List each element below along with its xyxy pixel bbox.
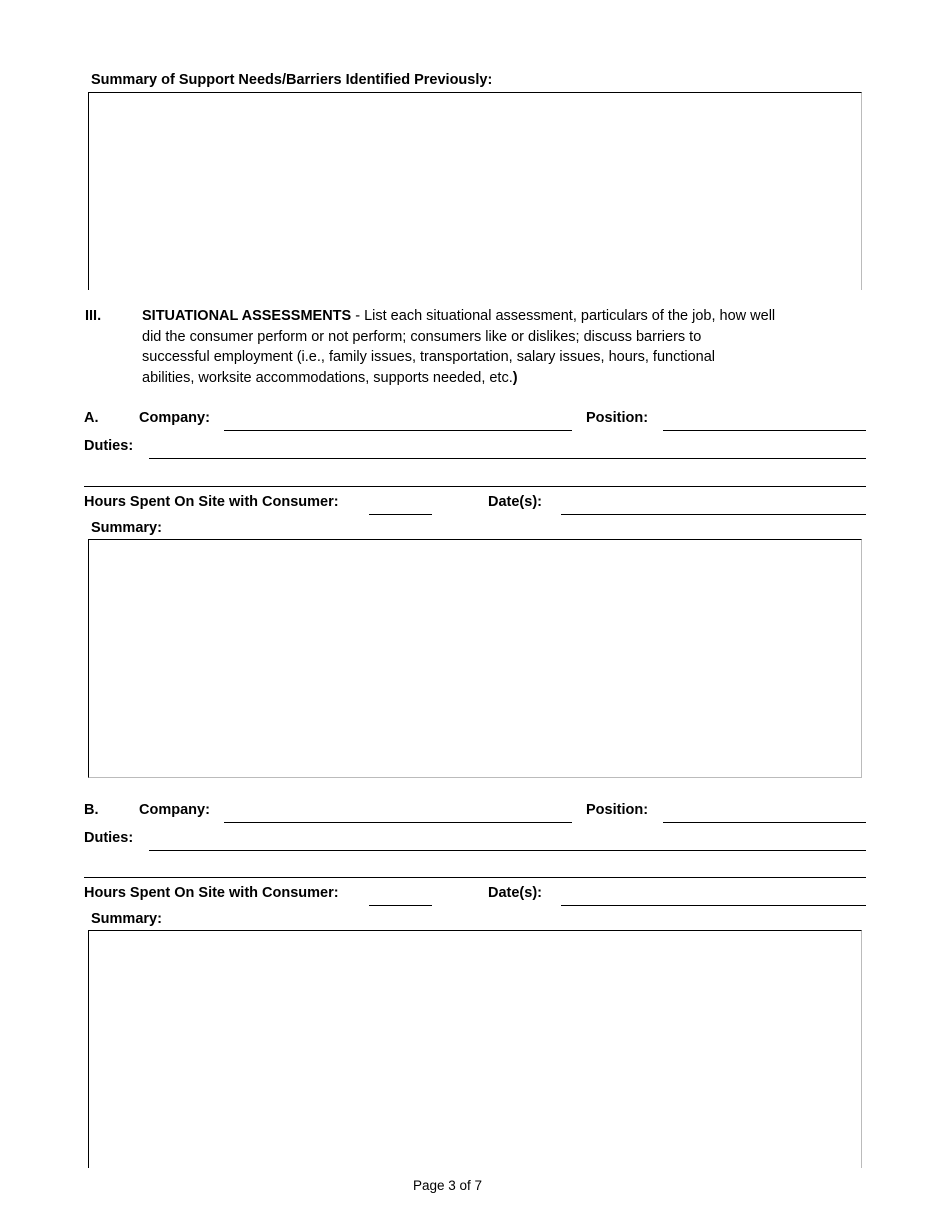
assessment-b-company-field[interactable] (224, 822, 572, 823)
assessment-a-dates-label: Date(s): (488, 494, 542, 510)
assessment-b-hours-field[interactable] (369, 905, 432, 906)
assessment-b-summary-label: Summary: (91, 911, 162, 927)
assessment-a-summary-label: Summary: (91, 520, 162, 536)
instructions-line-3: successful employment (i.e., family issues, transportation, salary issues, hours, functional (142, 349, 715, 365)
assessment-b-duties-field-line-2[interactable] (84, 877, 866, 878)
assessment-a-position-label: Position: (586, 410, 649, 426)
assessment-b-duties-label: Duties: (84, 830, 134, 846)
section-heading: SITUATIONAL ASSESSMENTS (142, 308, 352, 324)
instructions-line-1: - List each situational assessment, particulars of the job, how well (355, 308, 776, 324)
assessment-b-summary-textarea[interactable] (88, 930, 862, 1168)
instructions-close-paren: ) (512, 369, 518, 386)
assessment-b-dates-field[interactable] (561, 905, 866, 906)
instructions-line-2: did the consumer perform or not perform; consumers like or dislikes; discuss barriers to (142, 328, 702, 345)
assessment-a-summary-textarea[interactable] (88, 539, 862, 778)
assessment-a-hours-field[interactable] (369, 514, 432, 515)
assessment-a-letter: A. (84, 410, 99, 426)
assessment-a-hours-label: Hours Spent On Site with Consumer: (84, 494, 339, 510)
section-instructions (142, 306, 862, 388)
section-numeral: III. (85, 308, 102, 324)
assessment-a-duties-field-line-2[interactable] (84, 486, 866, 487)
assessment-a-duties-label: Duties: (84, 438, 134, 454)
assessment-b-letter: B. (84, 802, 99, 818)
assessment-a-duties-field[interactable] (149, 458, 866, 459)
assessment-a-company-label: Company: (139, 410, 210, 426)
assessment-a-company-field[interactable] (224, 430, 572, 431)
assessment-b-company-label: Company: (139, 802, 210, 818)
assessment-b-dates-label: Date(s): (488, 885, 542, 901)
assessment-b-position-field[interactable] (663, 822, 866, 823)
page-number: Page 3 of 7 (412, 1178, 483, 1193)
instructions-line-4: abilities, worksite accommodations, supports needed, etc. (142, 369, 513, 386)
assessment-a-dates-field[interactable] (561, 514, 866, 515)
assessment-a-position-field[interactable] (663, 430, 866, 431)
assessment-b-hours-label: Hours Spent On Site with Consumer: (84, 885, 339, 901)
support-summary-textarea[interactable] (88, 92, 862, 290)
assessment-b-position-label: Position: (586, 802, 649, 818)
support-summary-label: Summary of Support Needs/Barriers Identified Previously: (91, 72, 493, 88)
assessment-b-duties-field[interactable] (149, 850, 866, 851)
